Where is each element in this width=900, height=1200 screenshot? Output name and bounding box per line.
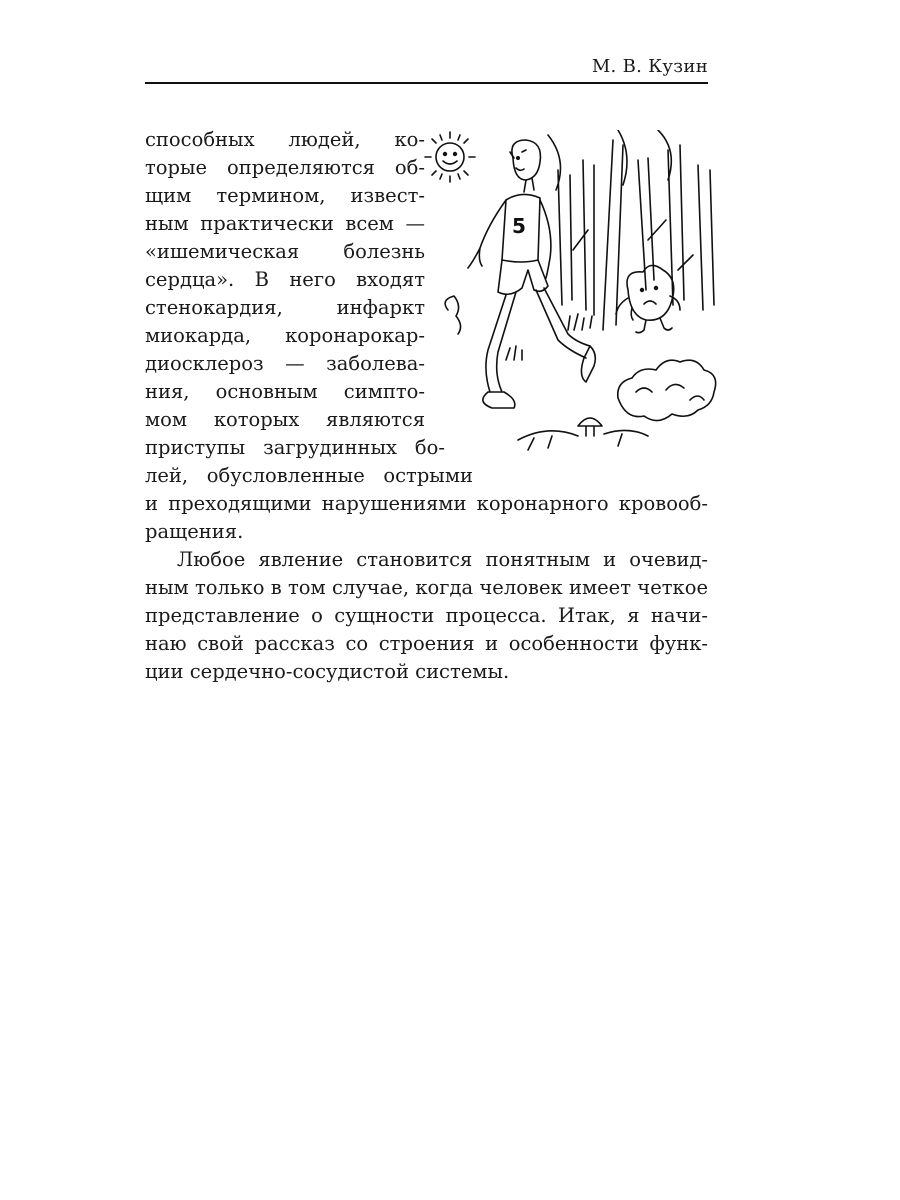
text-line: способных людей, ко- — [145, 128, 425, 151]
text-line: приступы загрудинных бо- — [145, 436, 445, 459]
text-line: и преходящими нарушениями коронарного кровооб- — [145, 492, 708, 515]
text-line: наю свой рассказ со строения и особенности функ- — [145, 632, 708, 655]
sun-icon — [425, 132, 475, 182]
text-line: торые определяются об- — [145, 156, 425, 179]
running-header — [145, 56, 708, 84]
text-line: Любое явление становится понятным и очевид- — [177, 548, 708, 571]
text-line: ния, основным симпто- — [145, 380, 425, 403]
header-rule — [145, 82, 708, 84]
text-line: ции сердечно-сосудистой системы. — [145, 660, 510, 683]
text-line: стенокардия, инфаркт — [145, 296, 425, 319]
runner-illustration — [418, 130, 723, 465]
runner-figure — [468, 140, 595, 408]
author-name: М. В. Кузин — [591, 56, 708, 77]
sad-heart-character — [616, 265, 680, 332]
text-line: сердца». В него входят — [145, 268, 425, 291]
text-line: ным только в том случае, когда человек имеет четкое — [145, 576, 708, 599]
text-line: лей, обусловленные острыми — [145, 464, 473, 487]
text-line: ным практически всем — — [145, 212, 425, 235]
text-line: диосклероз — заболева- — [145, 352, 425, 375]
text-line: представление о сущности процесса. Итак, я начи- — [145, 604, 708, 627]
bib-number: 5 — [512, 214, 526, 238]
forest-trees — [548, 130, 714, 330]
text-line: ращения. — [145, 520, 244, 543]
text-line: щим термином, извест- — [145, 184, 425, 207]
text-line: миокарда, коронарокар- — [145, 324, 425, 347]
text-line: «ишемическая болезнь — [145, 240, 425, 263]
text-line: мом которых являются — [145, 408, 425, 431]
